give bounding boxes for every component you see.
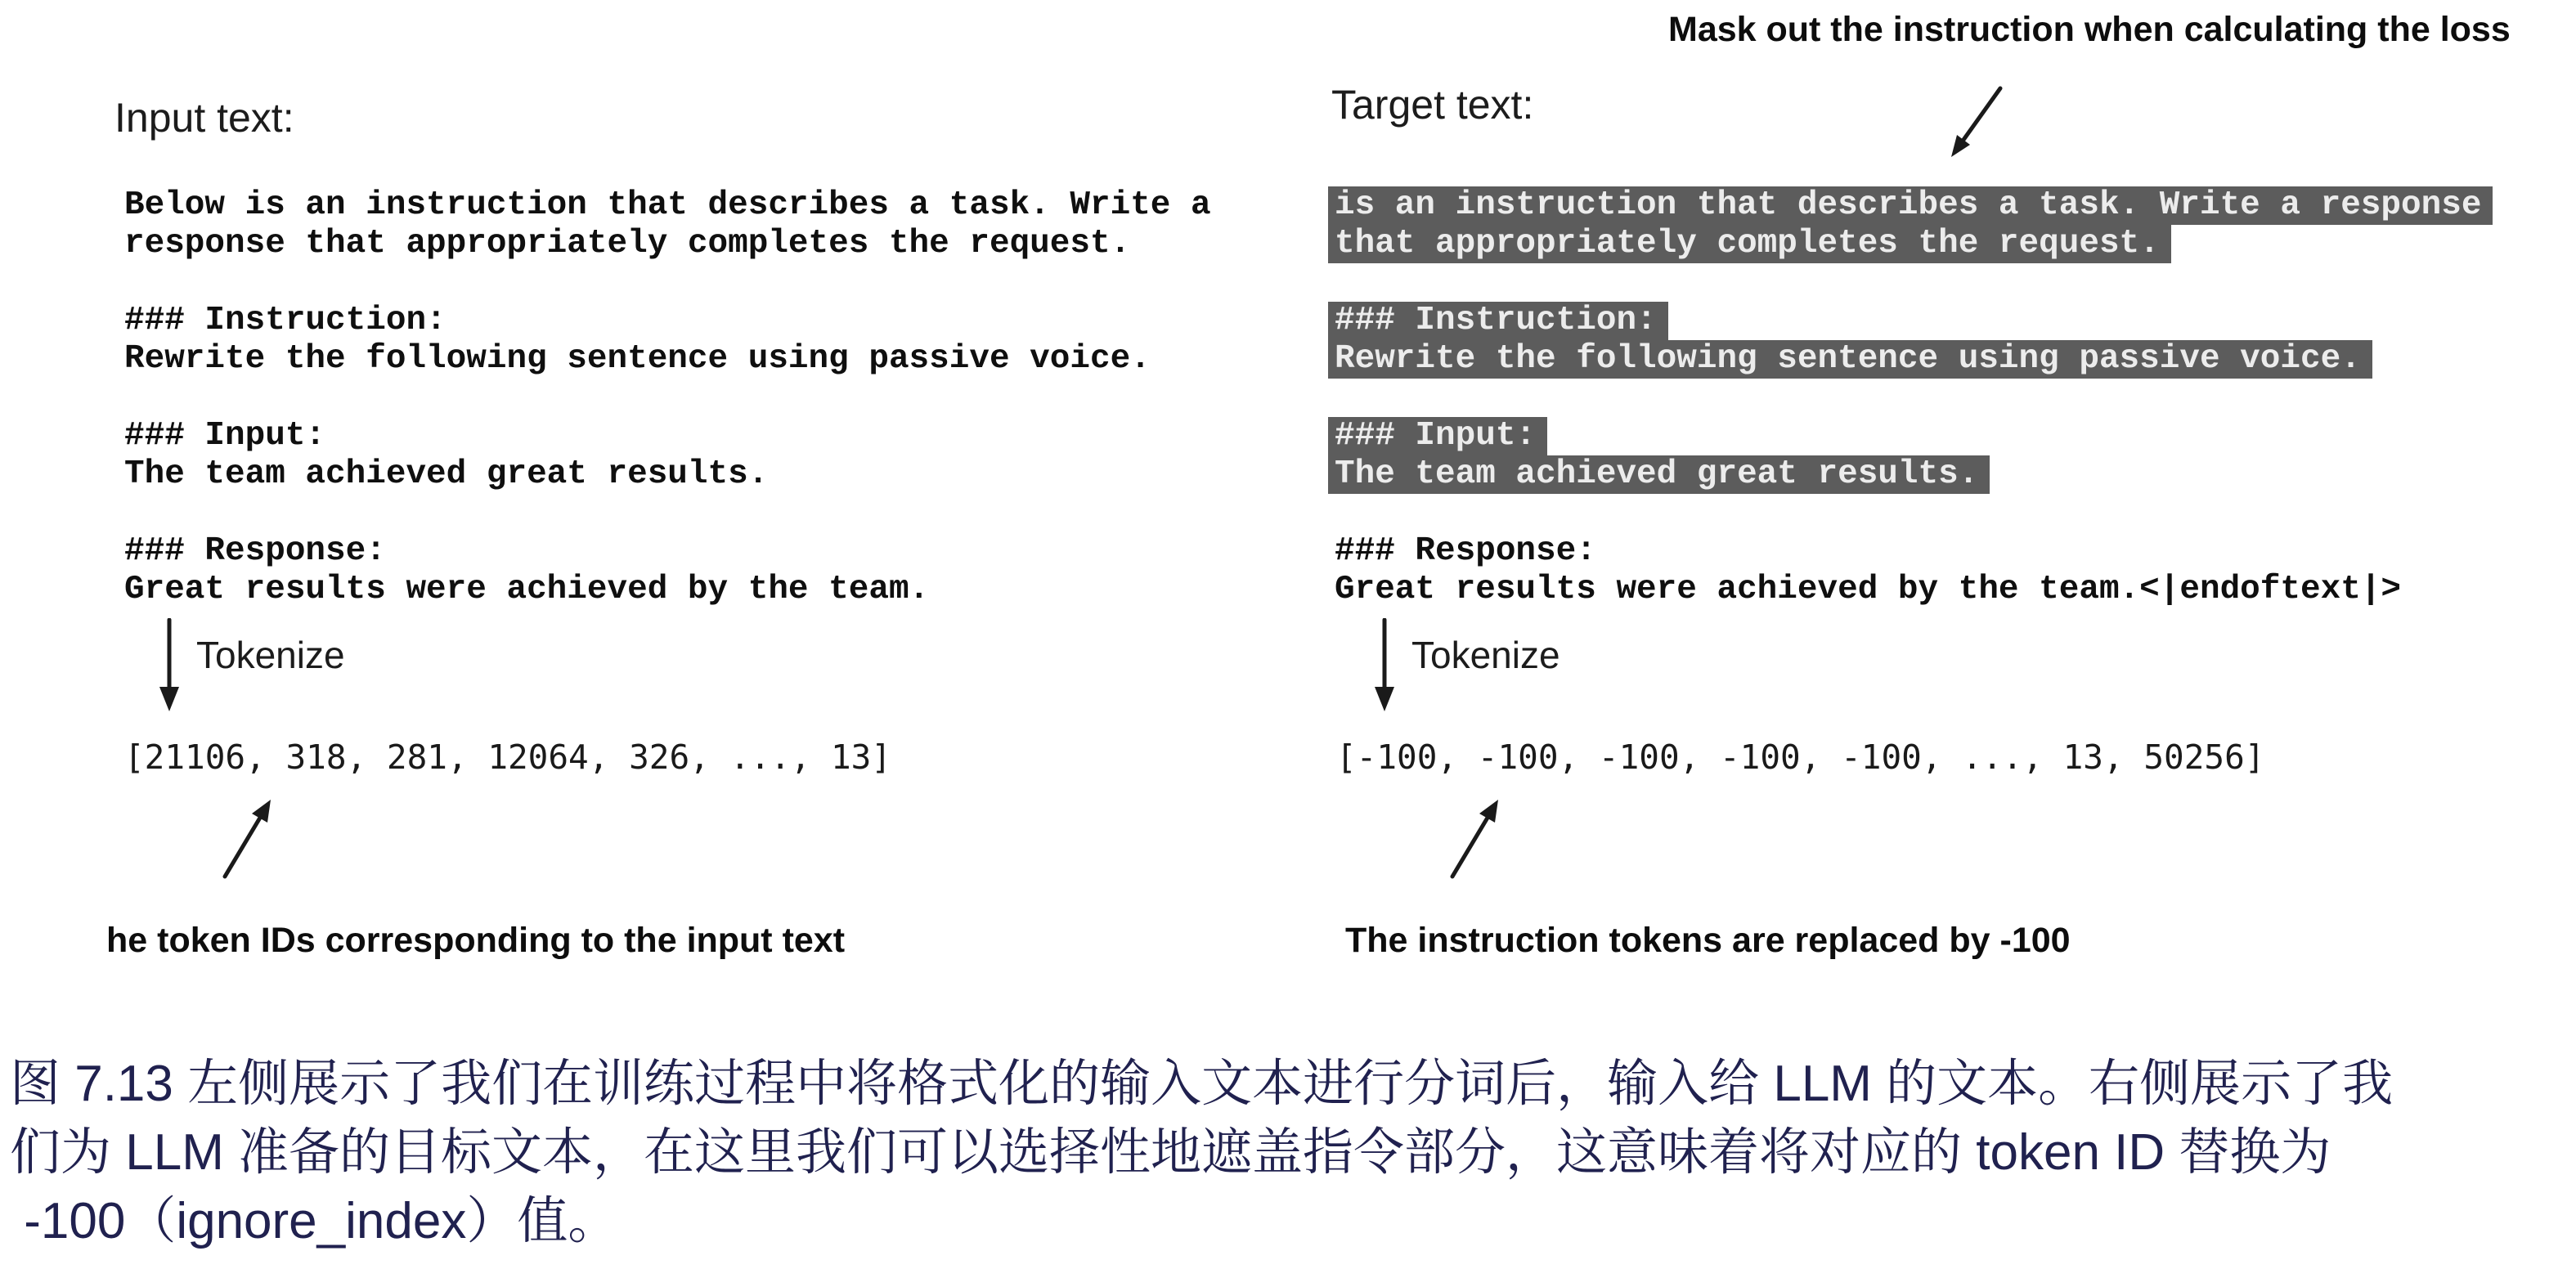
masked-prompt-text: Rewrite the following sentence using passive voice. [1328,340,2372,379]
prompt-line [124,225,1211,263]
prompt-text: response that appropriately completes the request. [124,225,1131,262]
prompt-line [1335,225,2493,263]
input-token-array: [21106, 318, 281, 12064, 326, ..., 13] [124,738,891,777]
tokenize-label: Tokenize [1411,634,1560,676]
prompt-line [1335,186,2493,225]
prompt-text: Great results were achieved by the team.<|endoftext|> [1335,571,2402,608]
masked-prompt-text: The team achieved great results. [1328,455,1990,494]
prompt-line [1335,455,2493,494]
prompt-line [124,455,1211,494]
prompt-line [124,379,1211,417]
figure-caption [10,1050,2569,1256]
masked-prompt-text: that appropriately completes the request. [1328,225,2171,263]
pointer-up-arrow-icon [209,790,290,881]
tokenize-down-arrow-icon [1367,618,1403,715]
input-prompt-block [124,186,1211,609]
masked-prompt-text: ### Input: [1328,417,1547,455]
tokenize-label: Tokenize [196,634,345,676]
prompt-line [1335,263,2493,302]
prompt-text: ### Input: [124,417,326,455]
input-token-note: he token IDs corresponding to the input text [106,921,846,960]
prompt-line [1335,417,2493,455]
prompt-text: ### Instruction: [124,302,447,339]
prompt-line [1335,340,2493,379]
prompt-line [124,532,1211,571]
prompt-line [124,186,1211,225]
prompt-line [1335,532,2493,571]
masked-prompt-text: is an instruction that describes a task. Write a response [1328,186,2493,225]
prompt-text: The team achieved great results. [124,455,769,493]
prompt-line [124,571,1211,609]
mask-instruction-note: Mask out the instruction when calculating the loss [1668,10,2511,49]
prompt-text: Rewrite the following sentence using passive voice. [124,340,1151,378]
prompt-text: Great results were achieved by the team. [124,571,930,608]
prompt-line [1335,494,2493,532]
caption-line: -100（ignore_index）值。 [10,1193,619,1249]
prompt-line [124,340,1211,379]
prompt-line [124,302,1211,340]
input-text-heading: Input text: [114,95,294,141]
caption-line: 图 7.13 左侧展示了我们在训练过程中将格式化的输入文本进行分词后，输入给 LLM 的文本。右侧展示了我 [10,1056,2394,1112]
prompt-line [1335,302,2493,340]
target-token-note: The instruction tokens are replaced by -100 [1345,921,2071,960]
prompt-line [124,417,1211,455]
masked-prompt-text: ### Instruction: [1328,302,1668,340]
tokenize-down-arrow-icon [152,618,188,715]
prompt-text: ### Response: [1335,532,1596,570]
prompt-line [124,263,1211,302]
caption-line: 们为 LLM 准备的目标文本，在这里我们可以选择性地遮盖指令部分，这意味着将对应的 token ID 替换为 [10,1124,2331,1181]
target-token-array: [-100, -100, -100, -100, -100, ..., 13, 50256] [1336,738,2265,777]
mask-pointer-arrow-icon [1932,85,2010,167]
target-text-heading: Target text: [1331,82,1534,128]
target-prompt-block [1335,186,2493,609]
pointer-up-arrow-icon [1436,790,1518,881]
prompt-line [124,494,1211,532]
prompt-line [1335,571,2493,609]
prompt-text: Below is an instruction that describes a task. Write a [124,186,1211,224]
prompt-line [1335,379,2493,417]
prompt-text: ### Response: [124,532,386,570]
